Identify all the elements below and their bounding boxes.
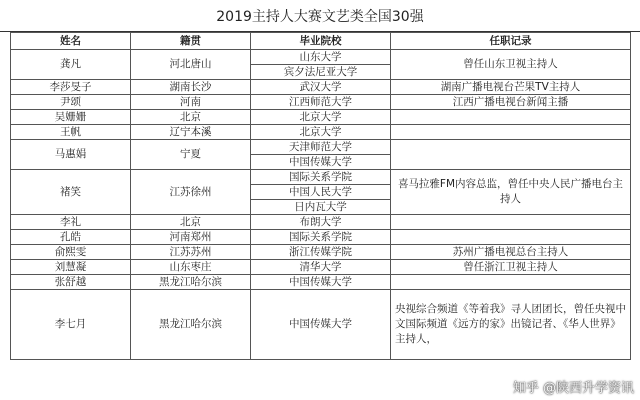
cell-hometown: 黑龙江哈尔滨 (131, 290, 251, 360)
table-row (11, 260, 631, 275)
cell-job (391, 215, 631, 230)
cell-school: 布朗大学 (251, 215, 391, 230)
cell-school: 北京大学 (251, 125, 391, 140)
cell-hometown: 河北唐山 (131, 50, 251, 80)
cell-school: 北京大学 (251, 110, 391, 125)
cell-job (391, 110, 631, 125)
cell-name: 俞熙雯 (11, 245, 131, 260)
cell-job: 喜马拉雅FM内容总监，曾任中央人民广播电台主持人 (391, 170, 631, 215)
cell-school: 中国传媒大学 (251, 290, 391, 360)
cell-job (391, 140, 631, 170)
cell-name: 吴姗姗 (11, 110, 131, 125)
cell-school: 中国人民大学 (251, 185, 391, 200)
cell-hometown: 宁夏 (131, 140, 251, 170)
cell-hometown: 北京 (131, 215, 251, 230)
contestant-table (10, 32, 631, 360)
cell-name: 李莎旻子 (11, 80, 131, 95)
cell-job: 央视综合频道《等着我》寻人团团长，曾任央视中文国际频道《远方的家》出镜记者、《华人世界》主持人， (391, 290, 631, 360)
cell-name: 尹颂 (11, 95, 131, 110)
table-row (11, 245, 631, 260)
table-row (11, 290, 631, 360)
cell-name: 褚笑 (11, 170, 131, 215)
cell-school: 国际关系学院 (251, 230, 391, 245)
table-row (11, 125, 631, 140)
cell-school: 日内瓦大学 (251, 200, 391, 215)
table-row (11, 140, 631, 155)
cell-job: 曾任山东卫视主持人 (391, 50, 631, 80)
watermark: 知乎 @陕西升学资讯 (512, 381, 634, 396)
cell-school: 中国传媒大学 (251, 275, 391, 290)
cell-hometown: 黑龙江哈尔滨 (131, 275, 251, 290)
cell-job (391, 275, 631, 290)
cell-name: 龚凡 (11, 50, 131, 80)
cell-job: 湖南广播电视台芒果TV主持人 (391, 80, 631, 95)
cell-school: 江西师范大学 (251, 95, 391, 110)
cell-job: 苏州广播电视总台主持人 (391, 245, 631, 260)
cell-hometown: 山东枣庄 (131, 260, 251, 275)
cell-hometown: 北京 (131, 110, 251, 125)
cell-name: 孔皓 (11, 230, 131, 245)
cell-school: 浙江传媒学院 (251, 245, 391, 260)
table-row (11, 275, 631, 290)
cell-name: 张舒越 (11, 275, 131, 290)
cell-school: 天津师范大学 (251, 140, 391, 155)
header-row (11, 33, 631, 50)
table-title: 2019主持人大赛文艺类全国30强 (0, 0, 640, 32)
cell-name: 王帆 (11, 125, 131, 140)
table-row (11, 110, 631, 125)
cell-job: 江西广播电视台新闻主播 (391, 95, 631, 110)
header-hometown: 籍贯 (131, 33, 251, 50)
cell-job: 曾任浙江卫视主持人 (391, 260, 631, 275)
cell-hometown: 江苏徐州 (131, 170, 251, 215)
cell-hometown: 江苏苏州 (131, 245, 251, 260)
cell-school: 宾夕法尼亚大学 (251, 65, 391, 80)
cell-hometown: 河南郑州 (131, 230, 251, 245)
cell-hometown: 河南 (131, 95, 251, 110)
cell-school: 武汉大学 (251, 80, 391, 95)
table-row (11, 215, 631, 230)
header-school: 毕业院校 (251, 33, 391, 50)
table-row (11, 95, 631, 110)
cell-school: 清华大学 (251, 260, 391, 275)
cell-school: 山东大学 (251, 50, 391, 65)
header-name: 姓名 (11, 33, 131, 50)
table-row (11, 80, 631, 95)
cell-name: 李礼 (11, 215, 131, 230)
header-job: 任职记录 (391, 33, 631, 50)
cell-job (391, 125, 631, 140)
cell-name: 李七月 (11, 290, 131, 360)
table-row (11, 170, 631, 185)
cell-name: 刘慧凝 (11, 260, 131, 275)
table-row (11, 230, 631, 245)
cell-hometown: 湖南长沙 (131, 80, 251, 95)
table-row (11, 50, 631, 65)
cell-school: 中国传媒大学 (251, 155, 391, 170)
cell-hometown: 辽宁本溪 (131, 125, 251, 140)
cell-job (391, 230, 631, 245)
cell-name: 马惠娟 (11, 140, 131, 170)
cell-school: 国际关系学院 (251, 170, 391, 185)
